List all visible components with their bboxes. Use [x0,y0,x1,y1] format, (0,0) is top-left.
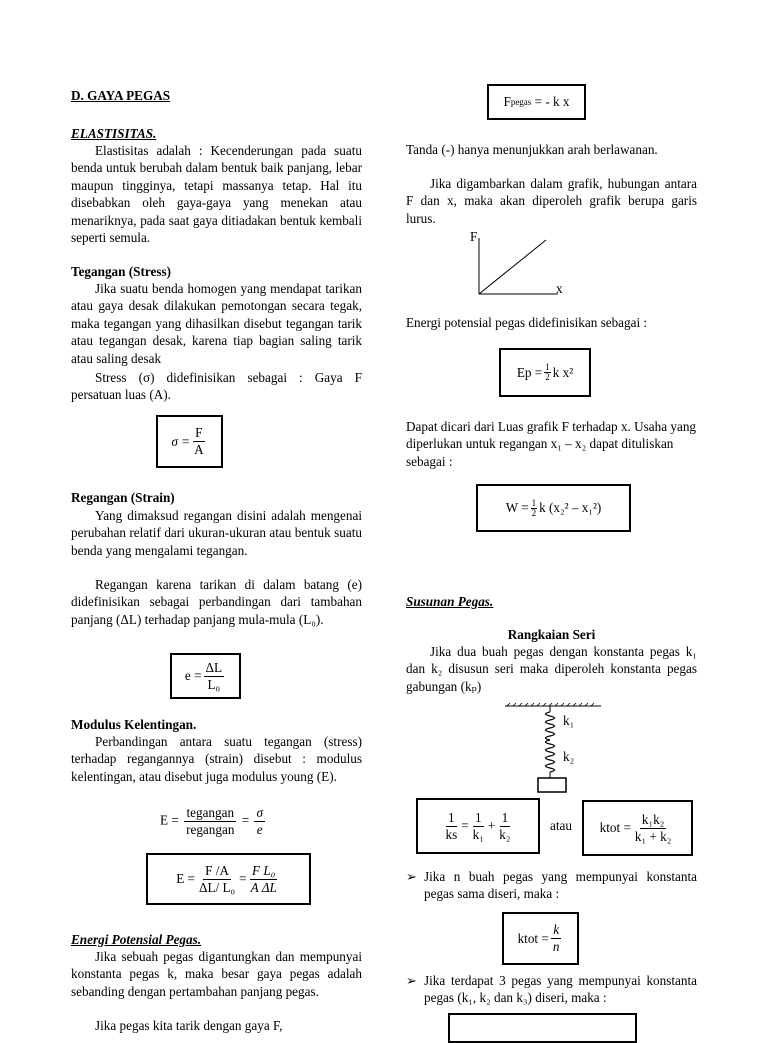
energi-def-text: Energi potensial pegas didefinisikan sebagai : [406,315,648,330]
seri-den-a: ks [445,826,458,842]
work-lhs: W = [505,500,529,516]
graph-axes [466,228,566,300]
strain-den: L₀ [207,676,221,692]
modulus-f1-frac-b [254,805,265,838]
seri-heading: Rangkaian Seri [507,627,596,642]
modulus-f2-lhs: E = [176,871,195,887]
modulus-text: Perbandingan antara suatu tegangan (stress) terhadap regangannya (strain) disebut : modulus kelentingan, atau disebut juga modulus young (E). [71,734,362,784]
elastisitas-text: Elastisitas adalah : Kecenderungan pada suatu benda untuk berubah dalam bentuk baik panjang, lebar maupun tingginya, tetapi massanya tetap. Hal itu disebabkan oleh gaya-gaya yang menekan atau menariknya, pada saat gaya ditiadakan bentuk kembali seperti semula. [71,143,362,246]
luas-text: Dapat dicari dari Luas grafik F terhadap x. Usaha yang diperlukan untuk regangan x₁ – x₂ dapat dituliskan sebagai : [406,419,697,469]
ep-formula-box [499,348,591,397]
stress-num: F [195,425,203,440]
seri-num-a: 1 [448,809,455,825]
tegangan-heading: Tegangan (Stress) [71,264,172,279]
bullet-arrow-icon: ➢ [406,973,418,988]
section-title: D. GAYA PEGAS [71,88,171,103]
fx-graph [466,228,566,300]
seri-den-b: k₁ [472,826,484,842]
ktot-den: k₁ + k₂ [634,828,672,844]
ktot-n-den: n [552,939,560,954]
modulus-f1-frac-a [184,805,236,838]
hooke-rhs: = - k x [534,94,570,110]
modulus-f2-eq: = [239,871,247,887]
ep-rhs: k x² [552,364,574,380]
seri-num-c: 1 [501,809,509,825]
bullet-arrow-icon: ➢ [406,869,418,884]
regangan-text-1: Yang dimaksud regangan disini adalah mengenai perubahan relatif dari ukuran-ukuran atau bentuk suatu benda yang mengalami tegangan. [71,508,362,558]
ktot-lhs: ktot = [599,820,631,836]
spring-drawing [505,700,605,796]
atau-text: atau [550,818,572,833]
stress-formula-lhs: σ = [171,433,191,449]
stress-formula-box [156,415,223,468]
hooke-lhs: F [503,94,511,110]
ktot-frac [633,812,673,845]
regangan-text-2: Regangan karena tarikan di dalam batang (e) didefinisikan sebagai perbandingan dari tambahan panjang (ΔL) terhadap panjang mula-mula (L₀). [71,577,362,627]
seri-frac-k2 [497,810,512,843]
seri-formula-box [416,798,540,854]
modulus-f2-num-b: F L₀ [252,862,276,878]
seri-eq: = [461,818,469,834]
modulus-f2-num-a: F /A [205,862,229,878]
tanda-text: Tanda (-) hanya menunjukkan arah berlawanan. [406,142,658,157]
ktot-num: k₁k₂ [641,811,665,827]
seri-text: Jika dua buah pegas dengan konstanta pegas k₁ dan k₂ disusun seri maka diperoleh konstanta pegas gabungan (kₚ) [406,644,697,694]
graph-y-label: F [470,229,478,244]
ktot-n-frac [551,922,562,955]
strain-formula-lhs: e = [184,668,202,684]
work-half-num: 1 [531,497,537,508]
bullet-item-1 [406,868,697,903]
hooke-formula-box: F pegas = - k x [487,84,586,120]
ep-lhs: Ep = [516,364,543,380]
ktot-n-formula-box [502,912,579,965]
ktot-formula-box [582,800,693,856]
bullet-2-text: Jika terdapat 3 pegas yang mempunyai konstanta pegas (k₁, k₂ dan k₃) diseri, maka : [424,973,697,1006]
modulus-formula-1 [160,805,267,838]
seri-plus: + [487,818,496,834]
work-rhs: k (x₂² – x₁²) [539,500,602,516]
ktot-n-lhs: ktot = [517,930,549,946]
tegangan-text-2: Stress (σ) didefinisikan sebagai : Gaya F persatuan luas (A). [71,370,362,403]
seri-frac-ks [443,810,459,843]
susunan-heading: Susunan Pegas. [406,594,494,609]
ep-half [544,363,551,382]
modulus-formula-2-box [146,853,311,905]
energi-text: Jika sebuah pegas digantungkan dan mempunyai konstanta pegas k, maka besar gaya pegas adalah sebanding dengan pertambahan panjang pegas. [71,949,362,999]
modulus-f2-frac-b [249,863,279,896]
stress-den: A [194,442,204,457]
modulus-f2-den-b: A ΔL [250,879,277,895]
strain-formula-box [170,653,241,699]
spring-k1-label: k₁ [563,713,575,728]
seri-frac-k1 [471,810,486,843]
modulus-f1-lhs: E = [160,812,179,828]
grafik-text: Jika digambarkan dalam grafik, hubungan antara F dan x, maka akan diperoleh grafik berupa garis lurus. [406,176,697,226]
modulus-f1-num-a: tegangan [186,805,235,820]
work-half [531,499,538,518]
regangan-heading: Regangan (Strain) [71,490,175,505]
strain-num: ΔL [205,659,223,675]
modulus-f1-den-a: regangan [186,822,235,837]
seri-den-c: k₂ [499,826,511,842]
ktot-n-num: k [553,922,560,937]
graph-x-label: x [556,281,563,296]
work-formula-box [476,484,631,532]
bullet-item-2 [406,972,697,1007]
ep-half-den: 2 [545,372,550,382]
seri-num-b: 1 [474,809,482,825]
energi-text-cut: Jika pegas kita tarik dengan gaya F, [95,1018,283,1033]
modulus-f1-num-b: σ [256,805,263,820]
stress-fraction [192,425,206,458]
ep-half-num: 1 [545,362,550,372]
modulus-heading: Modulus Kelentingan. [71,717,197,732]
modulus-f2-den-a: ΔL/ L₀ [199,879,236,895]
partial-formula-box [448,1013,637,1043]
modulus-f1-den-b: e [256,822,263,837]
elastisitas-heading: ELASTISITAS. [71,126,157,141]
work-half-den: 2 [531,507,537,518]
strain-fraction [204,660,225,693]
bullet-1-text: Jika n buah pegas yang mempunyai konstanta pegas sama diseri, maka : [424,869,697,902]
modulus-f1-eq: = [241,812,250,828]
spring-k2-label: k₂ [563,749,575,764]
spring-diagram [505,700,605,796]
tegangan-text-1: Jika suatu benda homogen yang mendapat tarikan atau gaya desak dilakukan pemotongan secara tegak, maka tegangan yang dihasilkan disebut tegangan tarik atau tegangan desak, karena tiap bagian saling tarik atau saling desak [71,281,362,366]
energi-heading: Energi Potensial Pegas. [71,932,202,947]
modulus-f2-frac-a [197,863,237,896]
